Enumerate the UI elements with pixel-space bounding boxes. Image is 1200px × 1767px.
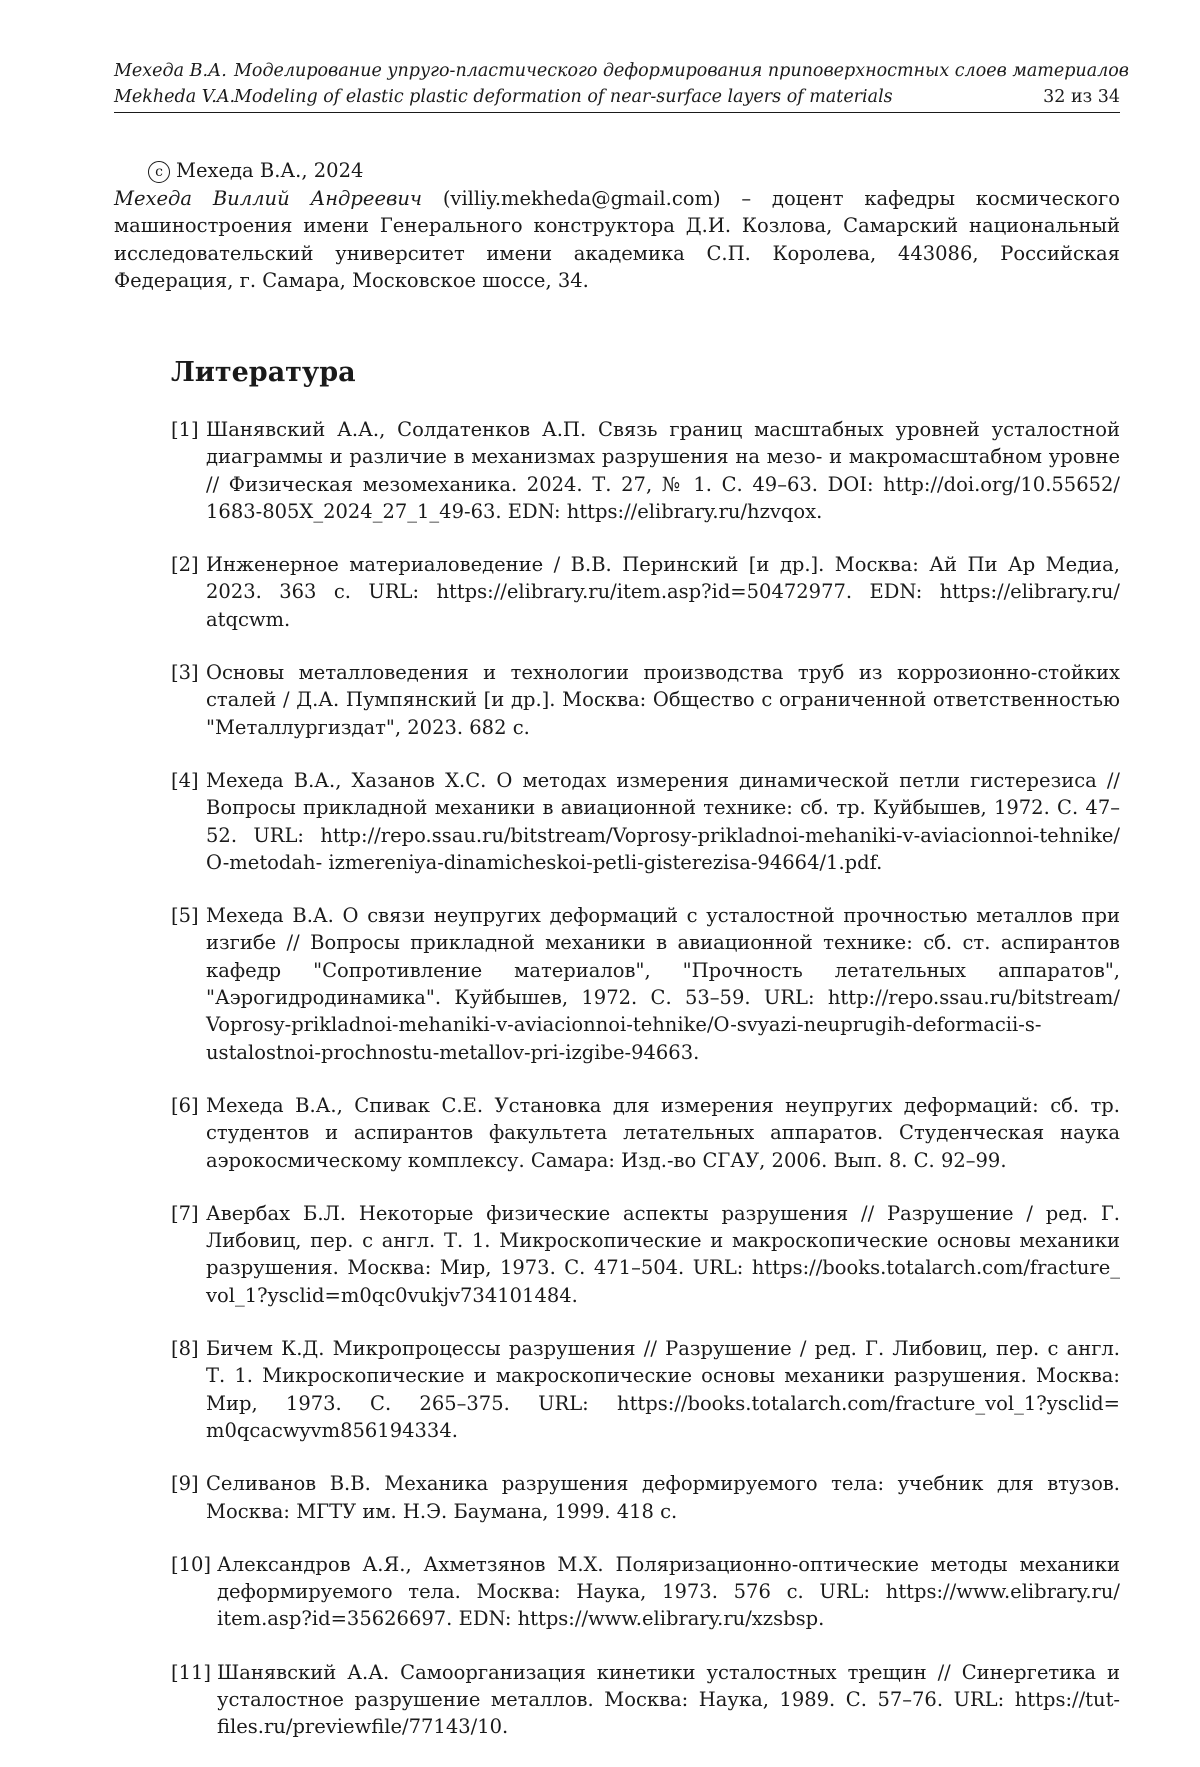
reference-number: [8] xyxy=(171,1337,199,1361)
reference-text: Авербах Б.Л. Некоторые физические аспекты разрушения /​/​ Разрушение /​ ред. Г. Либовиц, пер. с англ. Т. 1. Микроскопические и макроскопические основы механики разрушения. Москва: Мир, 1973. С. 471–504. URL: https:/​/​books.totalarch.com/​fracture_​vol_​1?​ysclid=​m0qc0vukjv734101484. xyxy=(206,1201,1120,1307)
reference-item xyxy=(171,416,1120,525)
reference-item xyxy=(171,1470,1120,1525)
reference-list xyxy=(171,416,1120,1767)
reference-number: [9] xyxy=(171,1472,199,1496)
running-header xyxy=(114,58,1129,113)
copyright-line xyxy=(114,157,1120,185)
reference-number: [1] xyxy=(171,418,199,441)
header-title-ru: Моделирование упруго-пластического деформирования приповерхностных слоев материалов xyxy=(234,61,1129,81)
reference-text: Селиванов В.В. Механика разрушения деформируемого тела: учебник для втузов. Москва: МГТУ им. Н.Э. Баумана, 1999. 418 с. xyxy=(206,1472,1120,1523)
copyright-icon: c xyxy=(148,161,170,183)
reference-item xyxy=(171,1659,1120,1741)
reference-text: Мехеда В.А., Спивак С.Е. Установка для измерения неупругих деформаций: сб. тр. студентов и аспирантов факультета летательных аппаратов. Студенческая наука аэрокосмическому комплексу. Самара: Изд.-​во СГАУ, 2006. Вып. 8. С. 92–99. xyxy=(206,1093,1120,1172)
header-line-ru xyxy=(114,58,1129,84)
reference-number: [7] xyxy=(171,1201,199,1225)
reference-number: [11] xyxy=(171,1660,212,1684)
header-line-en xyxy=(114,84,1120,110)
reference-item xyxy=(171,1551,1120,1633)
header-author-en: Mekheda V.A. xyxy=(114,87,236,107)
reference-text: Основы металловедения и технологии производства труб из коррозионно-​стойких сталей /​ Д.А. Пумпянский [и др.]. Москва: Общество с ограниченной ответственностью "Металлургиздат", 2023. 682 с. xyxy=(206,661,1120,739)
reference-number: [2] xyxy=(171,553,199,577)
reference-number: [6] xyxy=(171,1093,199,1117)
author-description: (villiy.mekheda@gmail.com) – доцент кафедры космического машиностроения имени Генерального конструктора Д.И. Козлова, Самарский национальный исследовательский университет имени академика С.П. Королева, 443086, Российская Федерация, г. Самара, Московское шоссе, 34. xyxy=(114,186,1120,292)
page-indicator: 32 из 34 xyxy=(1043,87,1120,107)
reference-text: Шанявский А.А., Солдатенков А.П. Связь границ масштабных уровней усталостной диаграммы и различие в механизмах разрушения на мезо-​ и макромасштабном уровне /​/​ Физическая мезомеханика. 2024. Т. 27, № 1. С. 49–63. DOI: http:/​/​doi.org/​10.55652/​1683-​805X_​2024_​27_​1_​49-​63. EDN: https:/​/​elibrary.ru/​hzvqox. xyxy=(206,418,1120,523)
reference-item xyxy=(171,1200,1120,1309)
reference-number: [10] xyxy=(171,1552,212,1576)
reference-item xyxy=(171,902,1120,1066)
reference-number: [5] xyxy=(171,904,199,928)
reference-text: Мехеда В.А., Хазанов Х.С. О методах измерения динамической петли гистерезиса /​/​ Вопросы прикладной механики в авиационной технике: сб. тр. Куйбышев, 1972. С. 47–52. URL: http:/​/​repo.ssau.ru/​bitstream/​Voprosy-​prikladnoi-​mehaniki-​v-​aviacionnoi-​tehnike/​O-​metodah-​ izmereniya-​dinamicheskoi-​petli-​gisterezisa-​94664/​1.pdf. xyxy=(206,768,1120,874)
author-block xyxy=(114,157,1120,295)
reference-item xyxy=(171,659,1120,741)
reference-text: Мехеда В.А. О связи неупругих деформаций с усталостной прочностью металлов при изгибе /​/​ Вопросы прикладной механики в авиационной технике: сб. ст. аспирантов кафедр "Сопротивление материалов", "Прочность летательных аппаратов", "Аэрогидродинамика". Куйбышев, 1972. С. 53–59. URL: http:/​/​repo.ssau.ru/​bitstream/​Voprosy-​prikladnoi-​mehaniki-​v-​aviacionnoi-​tehnike/​O-​svyazi-​neuprugih-​deformacii-​s-​ustalostnoi-​prochnostu-​metallov-​pri-​izgibe-​94663. xyxy=(206,904,1120,1064)
header-author-ru: Мехеда В.А. xyxy=(114,61,227,81)
reference-number: [4] xyxy=(171,768,199,792)
copyright-text: Мехеда В.А., 2024 xyxy=(176,159,364,182)
reference-item xyxy=(171,767,1120,876)
references-heading: Литература xyxy=(171,357,356,388)
reference-item xyxy=(171,1092,1120,1174)
reference-text: Инженерное материаловедение /​ В.В. Перинский [и др.]. Москва: Ай Пи Ар Медиа, 2023. 363 с. URL: https:/​/​elibrary.ru/​item.asp?​id=​50472977. EDN: https:/​/​elibrary.ru/​atqcwm. xyxy=(206,553,1120,631)
reference-item xyxy=(171,1335,1120,1444)
header-title-en: Modeling of elastic plastic deformation of near-surface layers of materials xyxy=(234,87,893,107)
reference-text: Александров А.Я., Ахметзянов М.Х. Поляризационно-​оптические методы механики деформируемого тела. Москва: Наука, 1973. 576 с. URL: https:/​/​www.elibrary.ru/​item.asp?​id=​35626697. EDN: https:/​/​www.elibrary.ru/​xzsbsp. xyxy=(217,1552,1120,1631)
reference-number: [3] xyxy=(171,661,199,685)
reference-text: Шанявский А.А. Самоорганизация кинетики усталостных трещин /​/​ Синергетика и усталостное разрушение металлов. Москва: Наука, 1989. С. 57–76. URL: https:/​/​tut-​files.ru/​previewfile/​77143/​10. xyxy=(217,1660,1120,1739)
reference-item xyxy=(171,551,1120,633)
author-info xyxy=(114,185,1120,295)
author-name: Мехеда Виллий Андреевич xyxy=(114,186,423,210)
reference-text: Бичем К.Д. Микропроцессы разрушения /​/​ Разрушение /​ ред. Г. Либовиц, пер. с англ. Т. 1. Микроскопические и макроскопические основы механики разрушения. Москва: Мир, 1973. С. 265–375. URL: https:/​/​books.totalarch.com/​fracture_​vol_​1?​ysclid=​m0qcacwyvm856194334. xyxy=(206,1337,1120,1442)
